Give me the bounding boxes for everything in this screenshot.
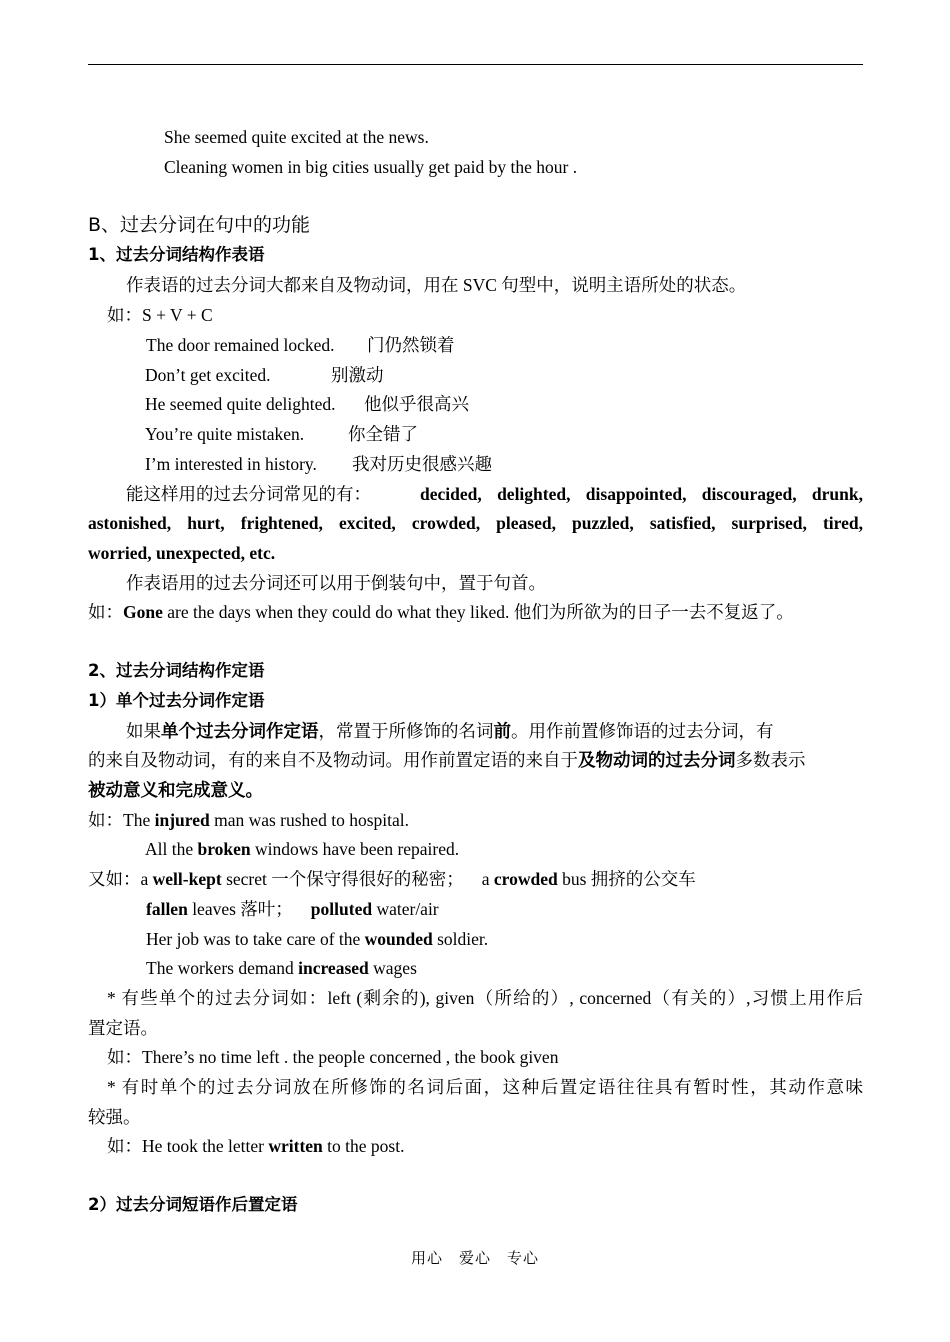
subsection-heading: 2）过去分词短语作后置定语 <box>88 1195 298 1214</box>
example-sentence: Cleaning women in big cities usually get paid by the hour . <box>164 157 578 177</box>
example-sentence: The door remained locked. <box>146 335 335 355</box>
example-sentence: 如：There’s no time left . the people concerned , the book given <box>107 1047 559 1067</box>
paragraph: 作表语用的过去分词还可以用于倒装句中，置于句首。 <box>126 573 546 593</box>
subsection-heading: 2、过去分词结构作定语 <box>88 661 265 680</box>
note-line: 较强。 <box>88 1107 141 1127</box>
example-translation: 门仍然锁着 <box>367 335 455 355</box>
example-sentence: You’re quite mistaken. <box>145 424 305 444</box>
example-translation: 你全错了 <box>348 424 418 444</box>
example-sentence: 又如：a well-kept secret 一个保守得很好的秘密； a crowded bus 拥挤的公交车 <box>88 869 696 889</box>
example-sentence: 如：The injured man was rushed to hospital. <box>88 810 409 830</box>
subsection-heading: 1、过去分词结构作表语 <box>88 245 265 264</box>
example-sentence: She seemed quite excited at the news. <box>164 127 429 147</box>
example-translation: 他似乎很高兴 <box>364 394 469 414</box>
paragraph: 作表语的过去分词大都来自及物动词，用在 SVC 句型中，说明主语所处的状态。 <box>126 275 747 295</box>
formula: 如：S + V + C <box>107 305 213 325</box>
note-line: * 有时单个的过去分词放在所修饰的名词后面，这种后置定语往往具有暂时性，其动作意味 <box>107 1077 863 1097</box>
example-sentence: I’m interested in history. <box>145 454 317 474</box>
example-sentence: He seemed quite delighted. <box>145 394 336 414</box>
example-translation: 我对历史很感兴趣 <box>352 454 492 474</box>
common-list-intro: 能这样用的过去分词常见的有： <box>126 484 371 504</box>
example-sentence: The workers demand increased wages <box>146 958 417 978</box>
common-list-line: astonished, hurt, frightened, excited, crowded, pleased, puzzled, satisfied, surprised, tired, <box>88 513 863 533</box>
page-footer: 用心 爱心 专心 <box>410 1251 539 1267</box>
example-sentence: 如：Gone are the days when they could do what they liked. 他们为所欲为的日子一去不复返了。 <box>88 602 794 622</box>
example-sentence: 如：He took the letter written to the post. <box>107 1136 405 1156</box>
paragraph-line: 的来自及物动词，有的来自不及物动词。用作前置定语的来自于及物动词的过去分词多数表示 <box>88 750 806 770</box>
common-list-line: decided, delighted, disappointed, discouraged, drunk, <box>420 484 863 504</box>
common-list-line: worried, unexpected, etc. <box>88 543 276 563</box>
example-sentence: fallen leaves 落叶； polluted water/air <box>146 899 439 919</box>
paragraph-line: 被动意义和完成意义。 <box>88 780 263 800</box>
header-rule <box>88 64 863 65</box>
example-sentence: Her job was to take care of the wounded soldier. <box>146 929 489 949</box>
example-sentence: Don’t get excited. <box>145 365 271 385</box>
subsection-heading: 1）单个过去分词作定语 <box>88 691 265 710</box>
paragraph-line: 如果单个过去分词作定语，常置于所修饰的名词前。用作前置修饰语的过去分词，有 <box>126 721 774 741</box>
example-translation: 别激动 <box>331 365 384 385</box>
section-title: B、过去分词在句中的功能 <box>88 214 311 236</box>
note-line: * 有些单个的过去分词如：left (剩余的), given（所给的）, concerned（有关的）,习惯上用作后 <box>107 988 863 1008</box>
example-sentence: All the broken windows have been repaired. <box>145 839 460 859</box>
note-line: 置定语。 <box>88 1018 158 1038</box>
